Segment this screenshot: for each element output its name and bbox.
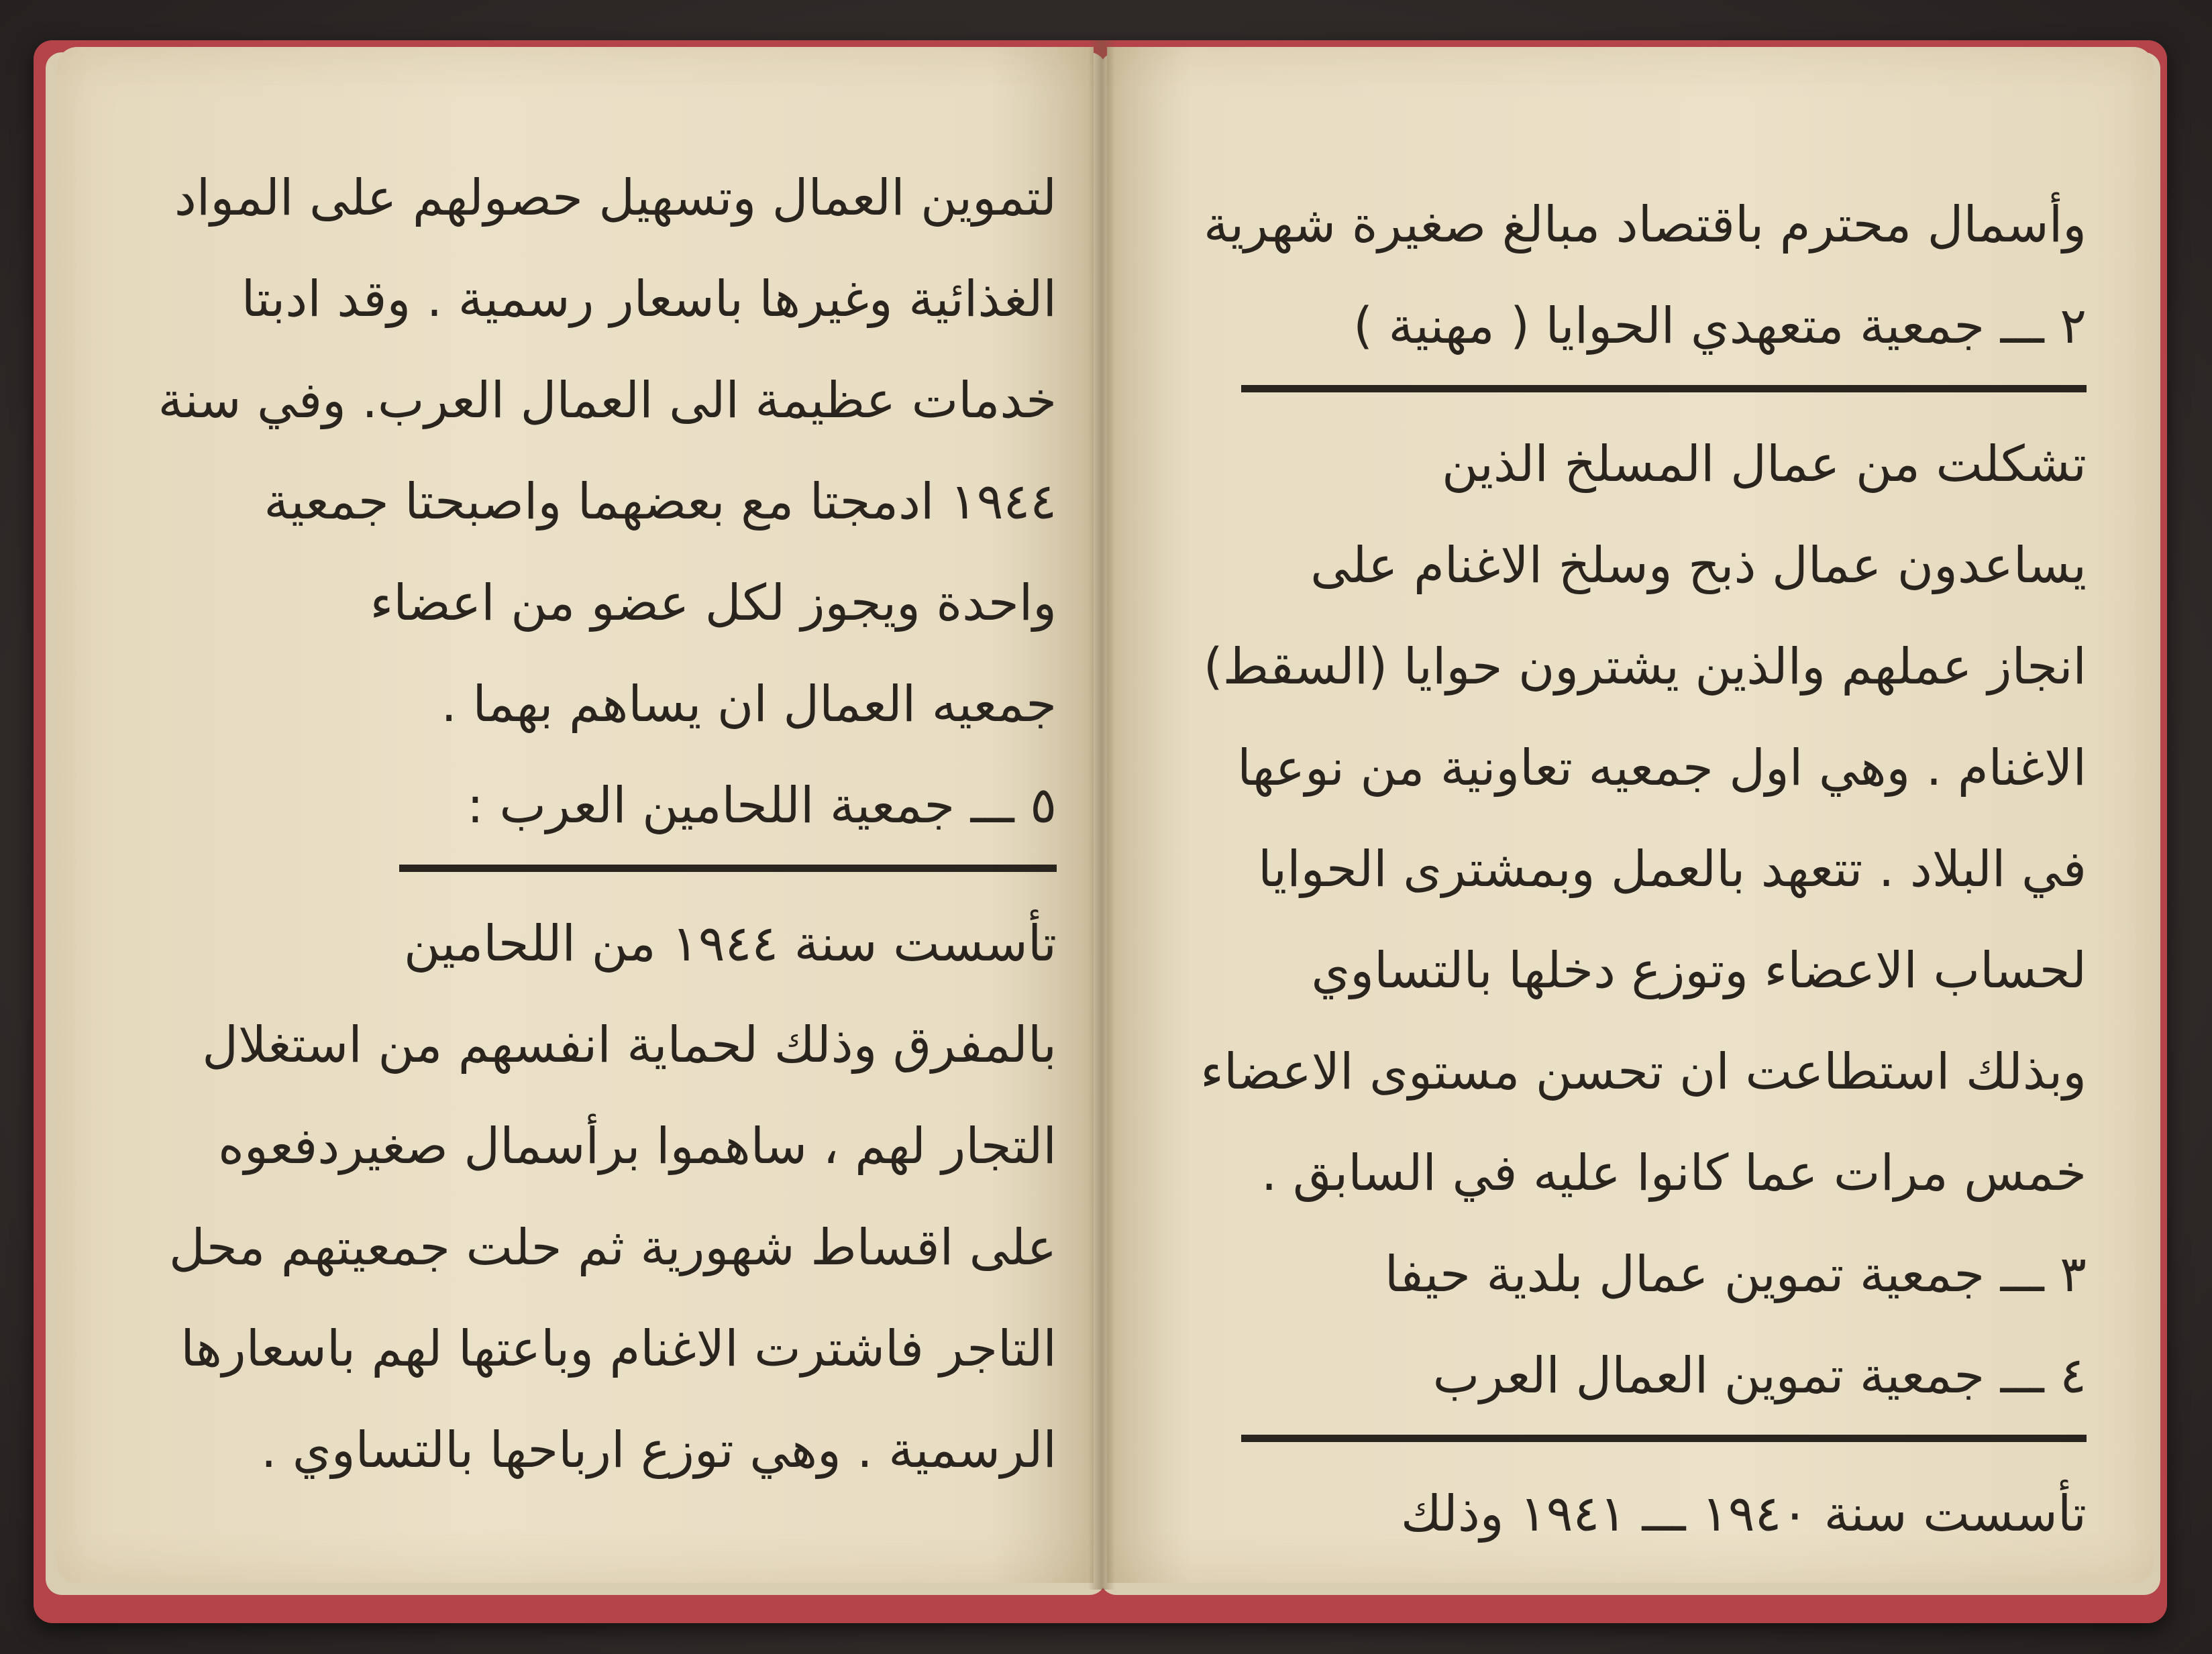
right-line-6: الاغنام . وهي اول جمعيه تعاونية من نوعها bbox=[1237, 739, 2087, 797]
right-page-text bbox=[1194, 174, 2087, 1565]
right-section-heading-3: ٣ ـــ جمعية تموين عمال بلدية حيفا bbox=[1384, 1246, 2087, 1303]
left-page bbox=[57, 47, 1094, 1583]
right-section-heading-4: ٤ ـــ جمعية تموين العمال العرب bbox=[1432, 1347, 2087, 1404]
left-line-6: جمعيه العمال ان يساهم بهما . bbox=[441, 675, 1057, 733]
right-page bbox=[1107, 47, 2154, 1583]
left-line-12: التاجر فاشترت الاغنام وباعتها لهم باسعارها bbox=[180, 1320, 1057, 1378]
right-line-7: في البلاد . تتعهد بالعمل وبمشترى الحوايا bbox=[1257, 840, 2087, 898]
right-line-9: وبذلك استطاعت ان تحسن مستوى الاعضاء bbox=[1200, 1043, 2087, 1101]
left-line-9: بالمفرق وذلك لحماية انفسهم من استغلال bbox=[202, 1016, 1057, 1074]
left-line-1: لتموين العمال وتسهيل حصولهم على المواد bbox=[174, 169, 1057, 227]
right-line-10: خمس مرات عما كانوا عليه في السابق . bbox=[1261, 1144, 2087, 1202]
left-line-11: على اقساط شهورية ثم حلت جمعيتهم محل bbox=[168, 1219, 1057, 1276]
left-line-3: خدمات عظيمة الى العمال العرب. وفي سنة bbox=[158, 372, 1057, 429]
book-gutter bbox=[1088, 40, 1115, 1590]
right-divider-rule-top bbox=[1241, 385, 2087, 392]
right-line-13: تأسست سنة ١٩٤٠ ـــ ١٩٤١ وذلك bbox=[1400, 1485, 2087, 1543]
right-line-1: وأسمال محترم باقتصاد مبالغ صغيرة شهرية bbox=[1203, 196, 2087, 254]
left-line-10: التجار لهم ، ساهموا برأسمال صغيردفعوه bbox=[218, 1117, 1057, 1175]
left-divider-rule bbox=[399, 865, 1057, 872]
left-line-13: الرسمية . وهي توزع ارباحها بالتساوي . bbox=[260, 1421, 1057, 1479]
left-line-8: تأسست سنة ١٩٤٤ من اللحامين bbox=[403, 915, 1057, 973]
left-page-text bbox=[158, 148, 1057, 1501]
right-line-8: لحساب الاعضاء وتوزع دخلها بالتساوي bbox=[1311, 942, 2087, 999]
right-divider-rule-bottom bbox=[1241, 1435, 2087, 1442]
right-line-4: يساعدون عمال ذبح وسلخ الاغنام على bbox=[1310, 537, 2087, 594]
right-line-3: تشكلت من عمال المسلخ الذين bbox=[1442, 435, 2087, 493]
left-section-heading: ٥ ـــ جمعية اللحامين العرب : bbox=[466, 777, 1057, 834]
right-line-5: انجاز عملهم والذين يشترون حوايا (السقط) bbox=[1203, 638, 2087, 696]
right-section-heading-2: ٢ ـــ جمعية متعهدي الحوايا ( مهنية ) bbox=[1353, 297, 2087, 355]
left-line-4: ١٩٤٤ ادمجتا مع بعضهما واصبحتا جمعية bbox=[264, 473, 1057, 531]
left-line-5: واحدة ويجوز لكل عضو من اعضاء bbox=[370, 574, 1057, 632]
left-line-2: الغذائية وغيرها باسعار رسمية . وقد ادبتا bbox=[241, 270, 1057, 328]
